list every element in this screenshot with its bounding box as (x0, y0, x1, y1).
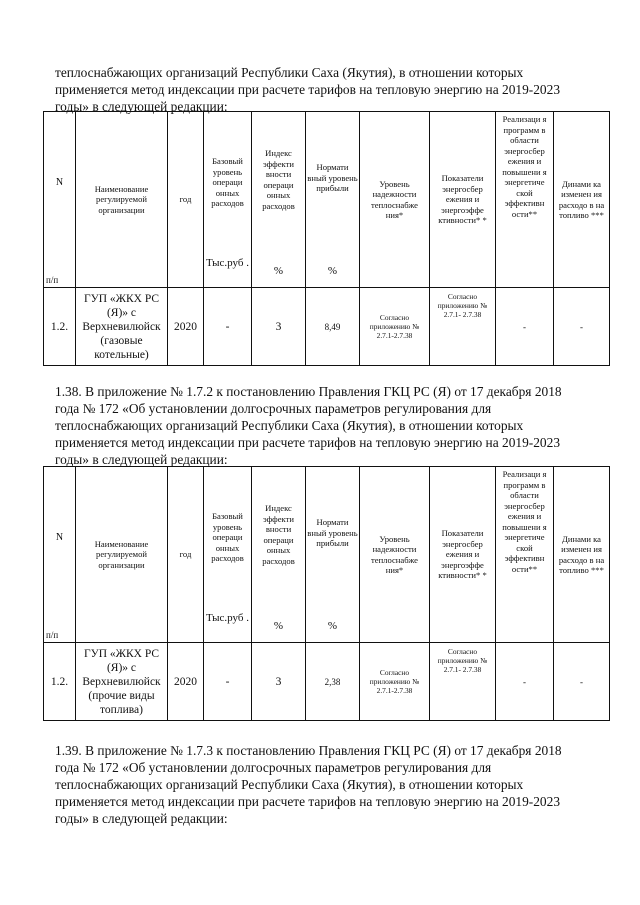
header-profit-label: Нормати вный уровень прибыли (307, 162, 358, 193)
header-year: год (168, 112, 204, 288)
header-base-label: Базовый уровень операци онных расходов (211, 511, 244, 563)
header-reliability: Уровень надежности теплоснабже ния* (360, 467, 430, 643)
header-index-unit: % (273, 620, 284, 632)
paragraph-line: 1.39. В приложение № 1.7.3 к постановлению Правления ГКЦ РС (Я) от 17 декабря 2018 (55, 743, 562, 758)
header-year: год (168, 467, 204, 643)
row-energy: Согласно приложению № 2.7.1- 2.7.38 (430, 643, 496, 721)
intro-paragraph (55, 64, 595, 115)
row-profit: 8,49 (306, 288, 360, 366)
header-energy: Показатели энергосбер ежения и энергоэффе ктивности* * (430, 112, 496, 288)
row-organization: ГУП «ЖКХ РС (Я)» с Верхневилюйск (прочие виды топлива) (76, 643, 168, 721)
row-reliability: Согласно приложению № 2.7.1-2.7.38 (360, 288, 430, 366)
row-number: 1.2. (44, 643, 76, 721)
paragraph-line: года № 172 «Об установлении долгосрочных параметров регулирования для (55, 760, 492, 775)
header-index-unit: % (273, 265, 284, 277)
header-index-label: Индекс эффекти вности операци онных расходов (262, 148, 295, 211)
paragraph-line: годы» в следующей редакции: (55, 452, 228, 467)
header-programs: Реализаци я программ в области энергосбер ежения и повышени я энергетиче ской эффективн ости** (496, 467, 554, 643)
table-row (44, 643, 610, 721)
row-programs: - (496, 288, 554, 366)
header-index (252, 467, 306, 643)
header-energy: Показатели энергосбер ежения и энергоэффе ктивности* * (430, 467, 496, 643)
row-organization: ГУП «ЖКХ РС (Я)» с Верхневилюйск (газовые котельные) (76, 288, 168, 366)
row-reliability: Согласно приложению № 2.7.1-2.7.38 (360, 643, 430, 721)
header-org: Наименование регулируемой организации (76, 467, 168, 643)
paragraph-line: теплоснабжающих организаций Республики Саха (Якутия), в отношении которых (55, 777, 524, 792)
paragraph-1-39 (55, 742, 595, 827)
paragraph-line: применяется метод индексации при расчете тарифов на тепловую энергию на 2019-2023 (55, 794, 561, 809)
paragraph-line: годы» в следующей редакции: (55, 811, 228, 826)
header-profit (306, 467, 360, 643)
header-index (252, 112, 306, 288)
tariff-table-1 (43, 111, 610, 366)
tariff-table-2 (43, 466, 610, 721)
paragraph-line: теплоснабжающих организаций Республики Саха (Якутия), в отношении которых (55, 418, 524, 433)
row-dynamics: - (554, 288, 610, 366)
header-profit-unit: % (327, 620, 338, 632)
row-base: - (204, 288, 252, 366)
paragraph-line: года № 172 «Об установлении долгосрочных параметров регулирования для (55, 401, 492, 416)
header-index-label: Индекс эффекти вности операци онных расходов (262, 503, 295, 566)
row-base: - (204, 643, 252, 721)
header-programs: Реализаци я программ в области энергосбер ежения и повышени я энергетиче ской эффективн ости** (496, 112, 554, 288)
row-energy: Согласно приложению № 2.7.1- 2.7.38 (430, 288, 496, 366)
table-row (44, 288, 610, 366)
row-year: 2020 (168, 288, 204, 366)
paragraph-line: применяется метод индексации при расчете тарифов на тепловую энергию на 2019-2023 (55, 435, 561, 450)
paragraph-1-38 (55, 383, 595, 468)
header-dynamics: Динами ка изменен ия расходо в на топливо *** (554, 112, 610, 288)
paragraph-line: годы» в следующей редакции: (55, 99, 228, 114)
table-header-row (44, 112, 610, 288)
header-base (204, 112, 252, 288)
header-n: N п/п (44, 467, 76, 643)
header-org: Наименование регулируемой организации (76, 112, 168, 288)
header-profit-unit: % (327, 265, 338, 277)
row-programs: - (496, 643, 554, 721)
row-dynamics: - (554, 643, 610, 721)
row-number: 1.2. (44, 288, 76, 366)
header-n: N п/п (44, 112, 76, 288)
header-reliability: Уровень надежности теплоснабже ния* (360, 112, 430, 288)
paragraph-line: применяется метод индексации при расчете тарифов на тепловую энергию на 2019-2023 (55, 82, 561, 97)
row-index: 3 (252, 288, 306, 366)
row-index: 3 (252, 643, 306, 721)
header-profit-label: Нормати вный уровень прибыли (307, 517, 358, 548)
header-profit (306, 112, 360, 288)
header-base (204, 467, 252, 643)
header-base-unit: Тыс.руб . (205, 612, 249, 624)
paragraph-line: теплоснабжающих организаций Республики Саха (Якутия), в отношении которых (55, 65, 524, 80)
header-dynamics: Динами ка изменен ия расходо в на топливо *** (554, 467, 610, 643)
paragraph-line: 1.38. В приложение № 1.7.2 к постановлению Правления ГКЦ РС (Я) от 17 декабря 2018 (55, 384, 562, 399)
row-profit: 2,38 (306, 643, 360, 721)
header-base-label: Базовый уровень операци онных расходов (211, 156, 244, 208)
table-header-row (44, 467, 610, 643)
row-year: 2020 (168, 643, 204, 721)
header-base-unit: Тыс.руб . (205, 257, 249, 269)
